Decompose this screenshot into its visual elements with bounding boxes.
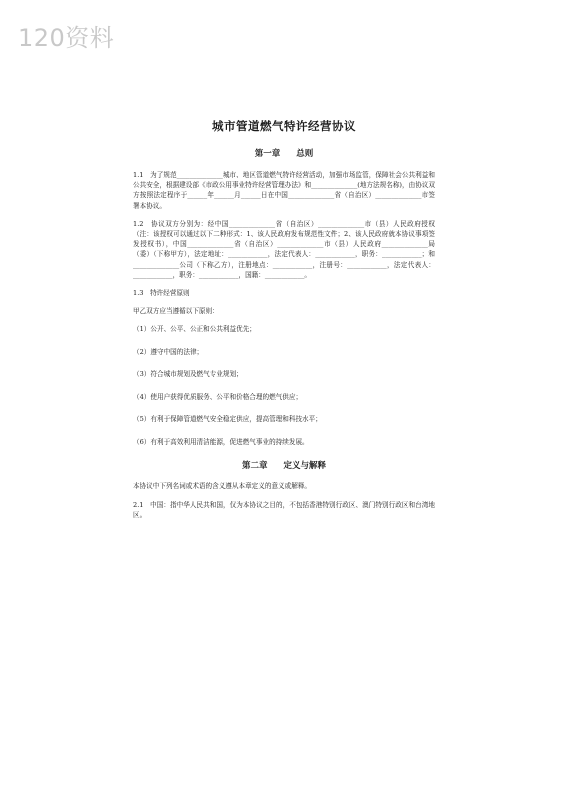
principle-item: （6）有利于高效利用清洁能源，促进燃气事业的持续发展。 [133,437,309,446]
clause-1-2: 1.2 协议双方分别为：经中国______________省（自治区）______________市（县）人民政府授权（注：该授权可以通过以下二种形式：1、该人民政府发布规范性文件；2、该人民政府就本协议事项签发授权书），中国______________省（自治区）______________市（县）人民政府______________局（委）（下称甲方），法定地址：____________，法定代表人：____________，职务：____________；和______________公司（下称乙方），注册地点：____________，注册号：____________，法定代表人：____________，职务：____________，国籍：____________。 [133,219,435,279]
chapter-2-label: 第二章 [241,461,268,472]
document-title: 城市管道燃气特许经营协议 [212,119,356,133]
clause-1-1: 1.1 为了规范______________城市、地区管道燃气特许经营活动，加强市场监管，保障社会公共利益和公共安全，根据建设部《市政公用事业特许经营管理办法》和______________(地方法规名称)，由协议双方按照法定程序于______年______月______日在中国______________省（自治区）______________市签署本协议。 [133,171,435,210]
chapter-1-heading [133,147,435,159]
clause-2-1: 2.1 中国：指中华人民共和国，仅为本协议之目的，不包括香港特别行政区、澳门特别行政区和台湾地区。 [133,500,435,519]
principle-item: （5）有利于保障管道燃气安全稳定供应，提高管理和科技水平； [133,415,322,424]
chapter-1-label: 第一章 [254,149,281,159]
principles-intro: 甲乙双方应当遵循以下原则： [133,307,219,316]
principle-item: （4）使用户获得优质服务、公平和价格合理的燃气供应； [133,392,303,401]
principle-item: （2）遵守中国的法律； [133,347,204,356]
definitions-intro: 本协议中下列名词或术语的含义遵从本章定义的意义或解释。 [133,482,312,491]
chapter-2-name: 定义与解释 [283,461,327,472]
chapter-1-name: 总则 [296,149,314,159]
principle-item: （3）符合城市规划及燃气专业规划； [133,370,243,379]
watermark-logo: 120资料 [18,24,115,52]
document-page [133,118,435,528]
chapter-2-heading [133,459,435,471]
clause-1-3: 1.3 特许经营原则 [133,289,190,298]
principle-item: （1）公开、公平、公正和公共利益优先； [133,325,256,334]
